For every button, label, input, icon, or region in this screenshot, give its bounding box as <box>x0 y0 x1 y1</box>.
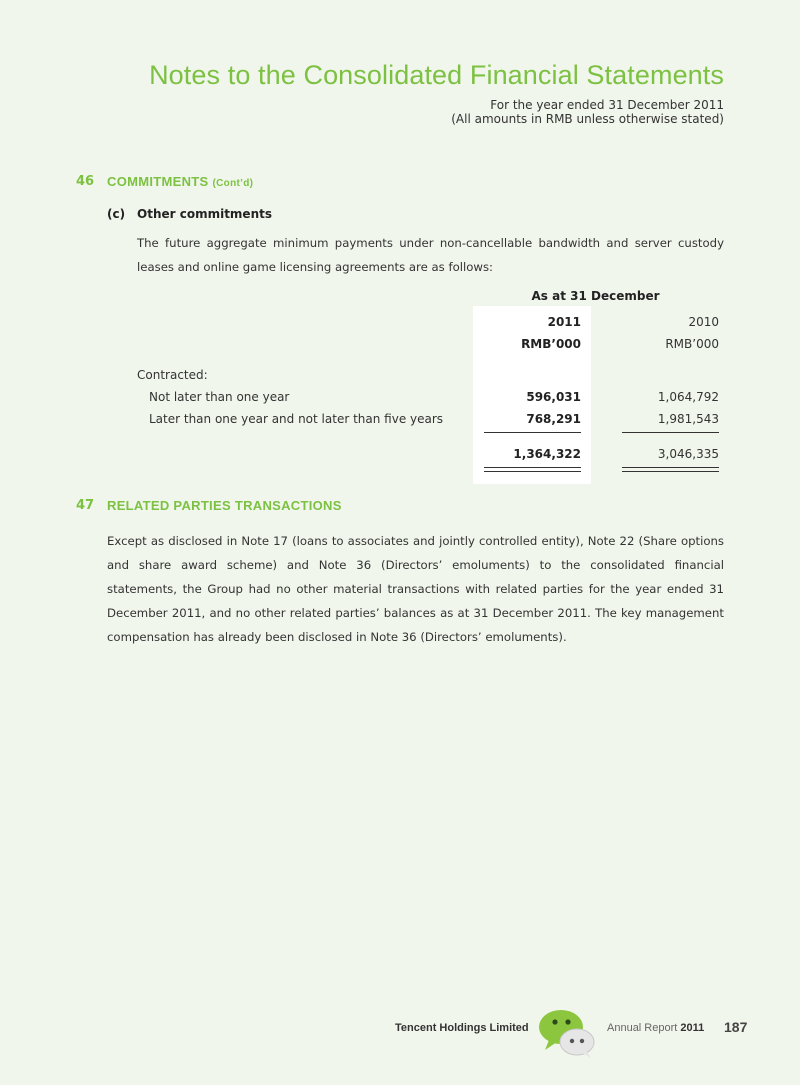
table-row-value-2011: 596,031 <box>526 390 581 404</box>
section-46-number: 46 <box>76 174 95 189</box>
table-group-header: As at 31 December <box>531 289 660 303</box>
section-46-heading <box>107 174 253 189</box>
unit-2010: RMB’000 <box>665 337 719 351</box>
subtotal-rule-2011 <box>484 432 581 433</box>
unit-2011: RMB’000 <box>521 337 581 351</box>
contracted-label: Contracted: <box>137 368 208 382</box>
total-double-rule-2011-bottom <box>484 471 581 472</box>
footer-report-year: 2011 <box>680 1022 705 1034</box>
subtotal-rule-2010 <box>622 432 719 433</box>
section-46-title: COMMITMENTS <box>107 174 209 189</box>
currency-note: (All amounts in RMB unless otherwise stated) <box>451 112 724 126</box>
footer-report-label: Annual Report <box>607 1022 678 1034</box>
col-header-2010: 2010 <box>688 315 719 329</box>
table-row-value-2011: 768,291 <box>526 412 581 426</box>
page-title: Notes to the Consolidated Financial Statements <box>149 60 724 90</box>
total-double-rule-2011-top <box>484 467 581 468</box>
subsection-title: Other commitments <box>137 207 272 221</box>
table-row-label: Later than one year and not later than five years <box>149 412 444 426</box>
table-row-value-2010: 1,981,543 <box>657 412 719 426</box>
table-row-label: Not later than one year <box>149 390 290 404</box>
total-double-rule-2010-top <box>622 467 719 468</box>
section-47-number: 47 <box>76 498 95 513</box>
section-47-title: RELATED PARTIES TRANSACTIONS <box>107 498 342 513</box>
section-47-paragraph: Except as disclosed in Note 17 (loans to associates and jointly controlled entity), Note 22 (Share options and share award scheme) and Note 36 (Directors’ emoluments) to the consolidated financial statements, the Group had no other material transactions with related parties for the year ended 31 December 2011, and no other related parties’ balances as at 31 December 2011. The key management compensation has already been disclosed in Note 36 (Directors’ emoluments). <box>107 534 724 644</box>
footer-company: Tencent Holdings Limited <box>395 1022 529 1034</box>
page-number: 187 <box>724 1019 748 1035</box>
wechat-bubbles-icon <box>537 1007 597 1059</box>
subsection-label: (c) <box>107 207 126 221</box>
table-row-value-2010: 1,064,792 <box>657 390 719 404</box>
total-double-rule-2010-bottom <box>622 471 719 472</box>
section-46-cont: (Cont’d) <box>212 178 254 189</box>
total-2011: 1,364,322 <box>513 447 581 461</box>
footer-report <box>607 1022 704 1034</box>
period-subtitle: For the year ended 31 December 2011 <box>490 98 724 112</box>
section-46-paragraph: The future aggregate minimum payments under non-cancellable bandwidth and server custody leases and online game licensing agreements are as follows: <box>137 236 724 274</box>
col-header-2011: 2011 <box>547 315 581 329</box>
total-2010: 3,046,335 <box>657 447 719 461</box>
